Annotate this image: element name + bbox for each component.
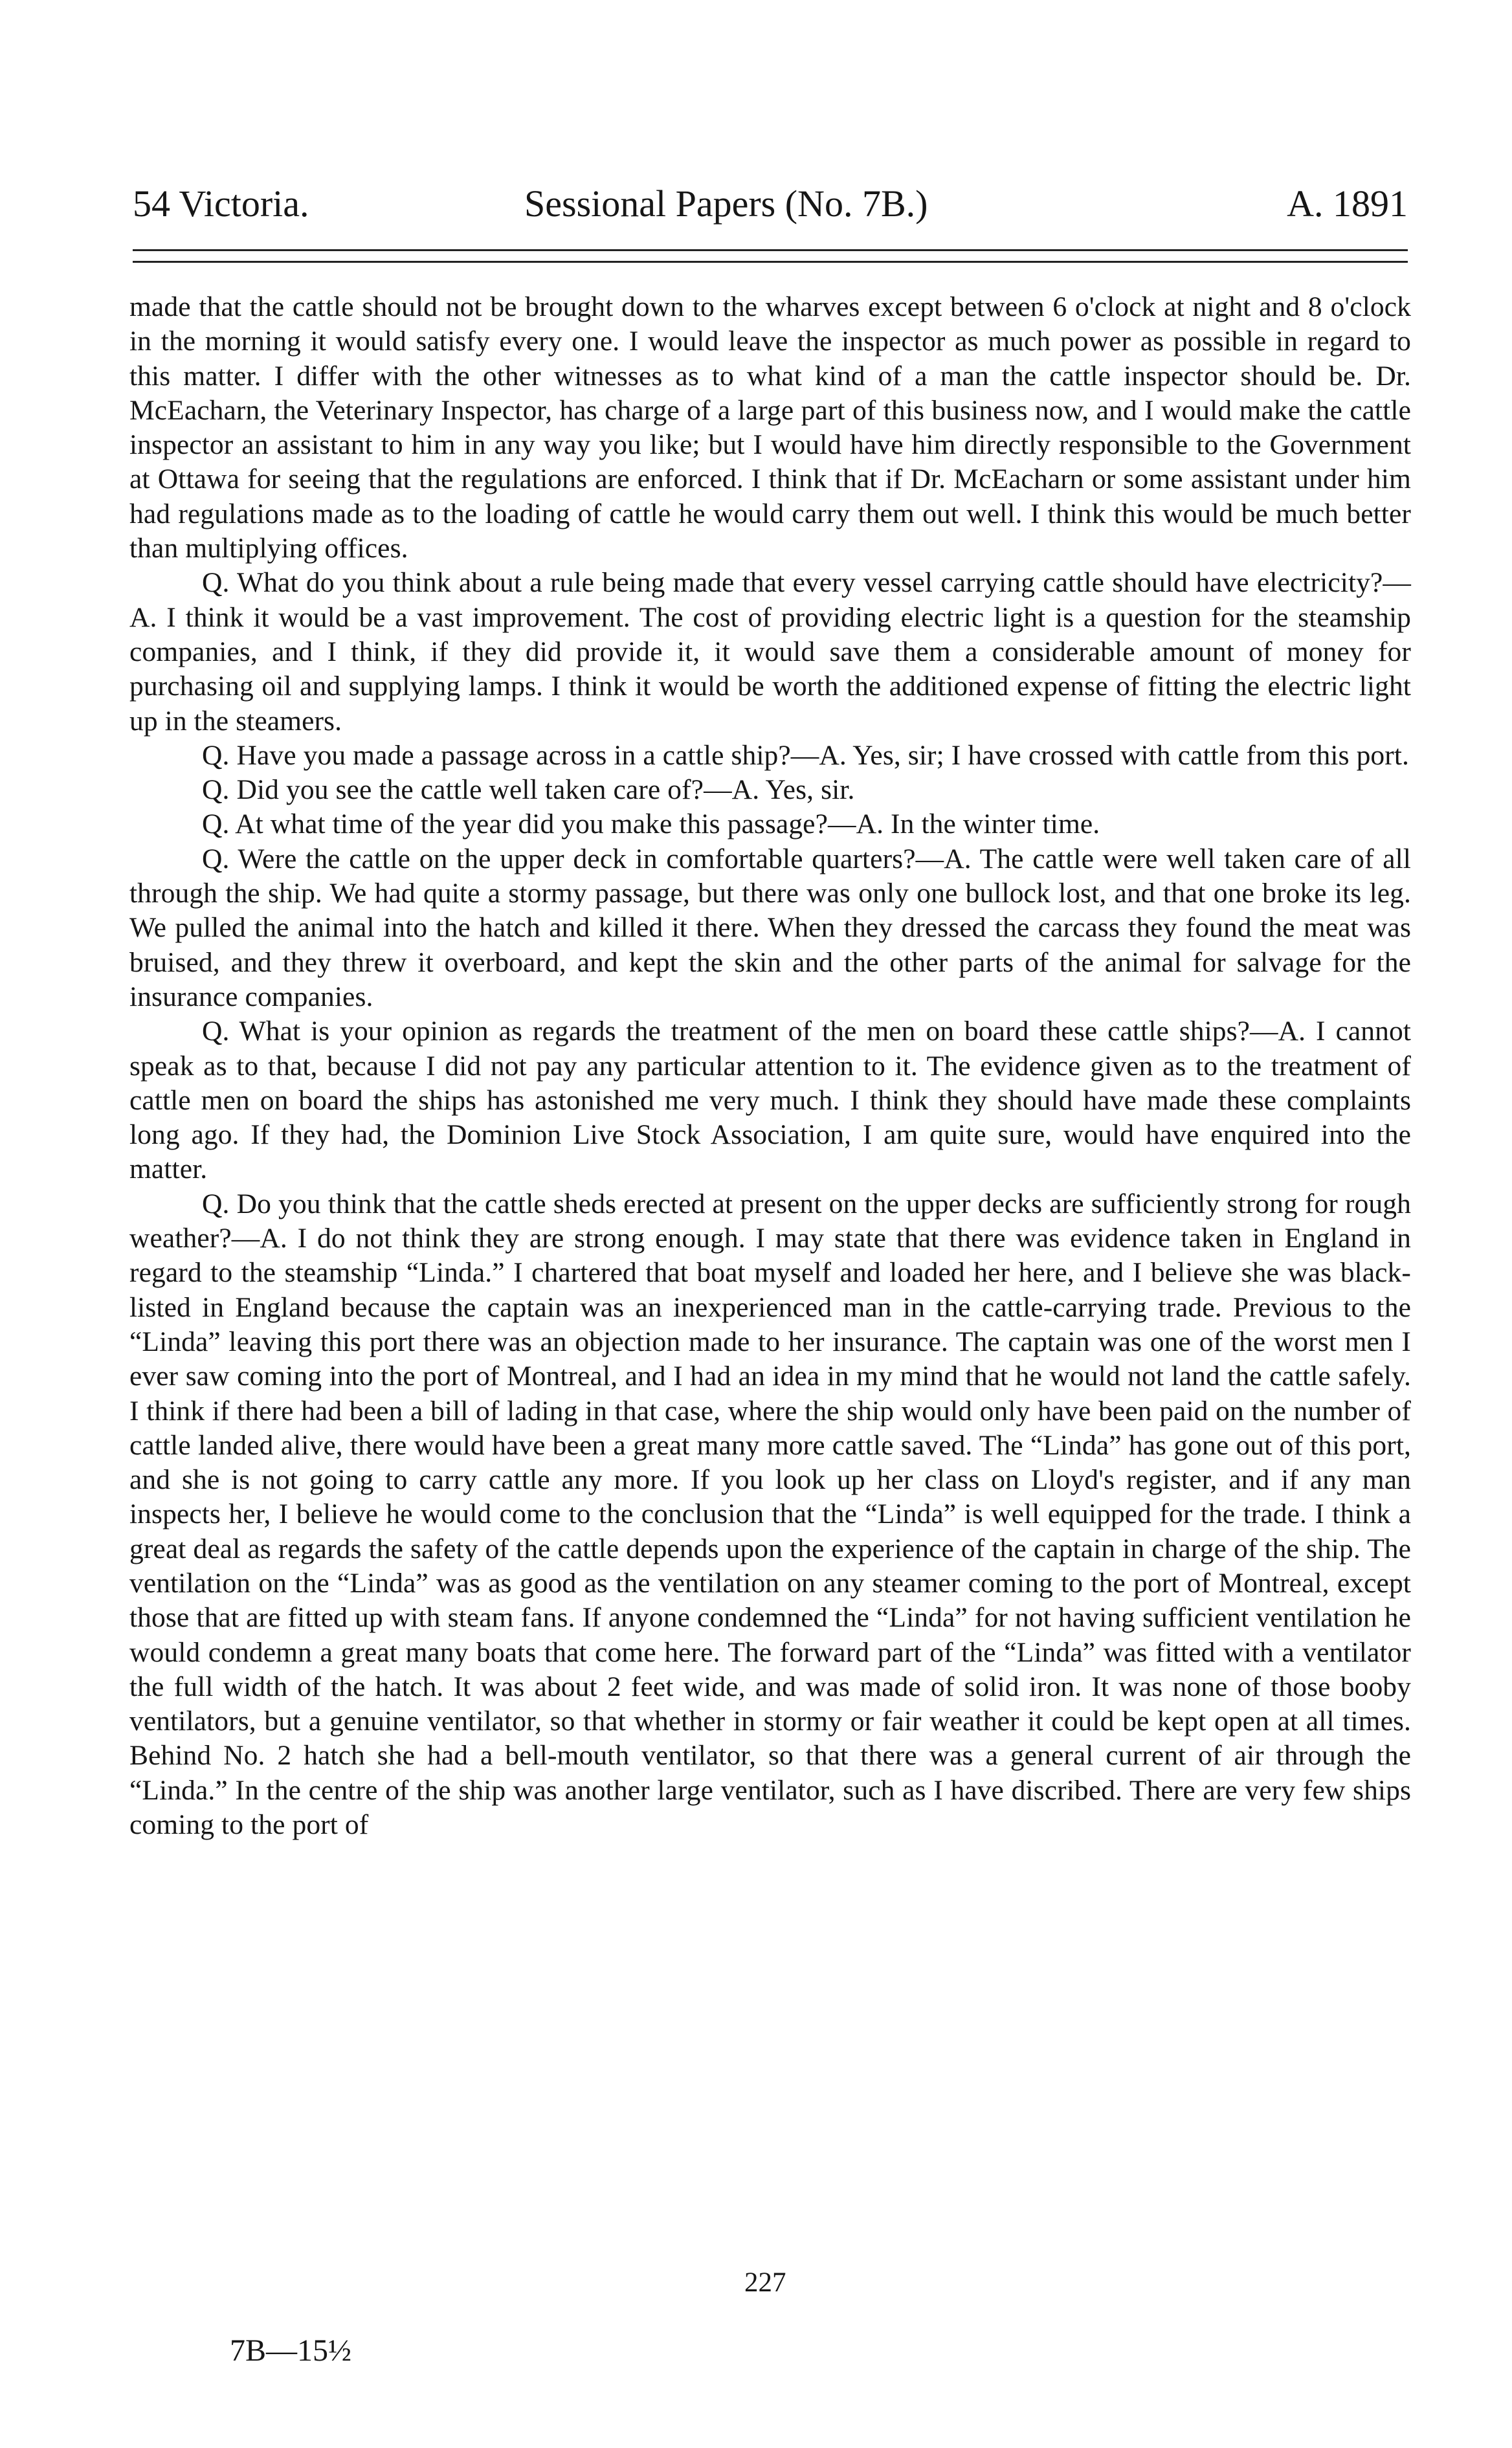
paragraph-qa: Q. What is your opinion as regards the treatment of the men on board these cattle ships?—A. I cannot speak as to that, because I did not pay any particular attention to it. The evidence given as to the treatment of cattle men on board the ships has astonished me very much. I think they should have made these complaints long ago. If they had, the Dominion Live Stock Association, I am quite sure, would have enquired into the matter. <box>129 1016 1411 1185</box>
paragraph-qa: Q. Have you made a passage across in a cattle ship?—A. Yes, sir; I have crossed with cattle from this port. <box>202 739 1410 771</box>
header-rule-bottom <box>133 261 1408 263</box>
body-text <box>129 290 1411 1842</box>
paragraph-continuation: made that the cattle should not be brought down to the wharves except between 6 o'clock at night and 8 o'clock in the morning it would satisfy every one. I would leave the inspector as much power as possible in regard to this matter. I differ with the other witnesses as to what kind of a man the cattle inspector should be. Dr. McEacharn, the Veterinary Inspector, has charge of a large part of this business now, and I would make the cattle inspector an assistant to him in any way you like; but I would have him directly responsible to the Government at Ottawa for seeing that the regulations are enforced. I think that if Dr. McEacharn or some assistant under him had regulations made as to the loading of cattle he would carry them out well. I think this would be much better than multiplying offices. <box>129 291 1411 564</box>
paragraph-qa: Q. Do you think that the cattle sheds erected at present on the upper decks are sufficiently strong for rough weather?—A. I do not think they are strong enough. I may state that there was evidence taken in England in regard to the steamship “Linda.” I chartered that boat myself and loaded her here, and I believe she was black-listed in England because the captain was an inexperienced man in the cattle-carrying trade. Previous to the “Linda” leaving this port there was an objection made to her insurance. The captain was one of the worst men I ever saw coming into the port of Montreal, and I had an idea in my mind that he would not land the cattle safely. I think if there had been a bill of lading in that case, where the ship would only have been paid on the number of cattle landed alive, there would have been a great many more cattle saved. The “Linda” has gone out of this port, and she is not going to carry cattle any more. If you look up her class on Lloyd's register, and if any man inspects her, I believe he would come to the conclusion that the “Linda” is well equipped for the trade. I think a great deal as regards the safety of the cattle depends upon the experience of the captain in charge of the ship. The ventilation on the “Linda” was as good as the ventilation on any steamer coming to the port of Montreal, except those that are fitted up with steam fans. If anyone condemned the “Linda” for not having sufficient ventilation he would condemn a great many boats that come here. The forward part of the “Linda” was fitted with a ventilator the full width of the hatch. It was about 2 feet wide, and was made of solid iron. It was none of those booby ventilators, but a genuine ventilator, so that whether in stormy or fair weather it could be kept open at all times. Behind No. 2 hatch she had a bell-mouth ventilator, so that there was a general current of air through the “Linda.” In the centre of the ship was another large ventilator, such as I have discribed. There are very few ships coming to the port of <box>129 1188 1411 1841</box>
header-session: 54 Victoria. <box>133 183 309 225</box>
running-header <box>133 178 1408 230</box>
paragraph-qa: Q. Were the cattle on the upper deck in comfortable quarters?—A. The cattle were well taken care of all through the ship. We had quite a stormy passage, but there was only one bullock lost, and that one broke its leg. We pulled the animal into the hatch and killed it there. When they dressed the carcass they found the meat was bruised, and they threw it overboard, and kept the skin and the other parts of the animal for salvage for the insurance companies. <box>129 843 1411 1012</box>
paragraph-qa: Q. What do you think about a rule being made that every vessel carrying cattle should have electricity?—A. I think it would be a vast improvement. The cost of providing electric light is a question for the steamship companies, and I think, if they did provide it, it would save them a considerable amount of money for purchasing oil and supplying lamps. I think it would be worth the additioned expense of fitting the electric light up in the steamers. <box>129 567 1411 737</box>
paragraph-qa: Q. At what time of the year did you make this passage?—A. In the winter time. <box>202 808 1100 840</box>
header-year: A. 1891 <box>1287 183 1408 225</box>
page-number: 227 <box>744 2267 786 2298</box>
printer-signature-mark: 7B—15½ <box>230 2333 352 2368</box>
header-rule-top <box>133 249 1408 251</box>
paragraph-qa: Q. Did you see the cattle well taken care of?—A. Yes, sir. <box>202 774 855 806</box>
header-title: Sessional Papers (No. 7B.) <box>524 183 928 225</box>
